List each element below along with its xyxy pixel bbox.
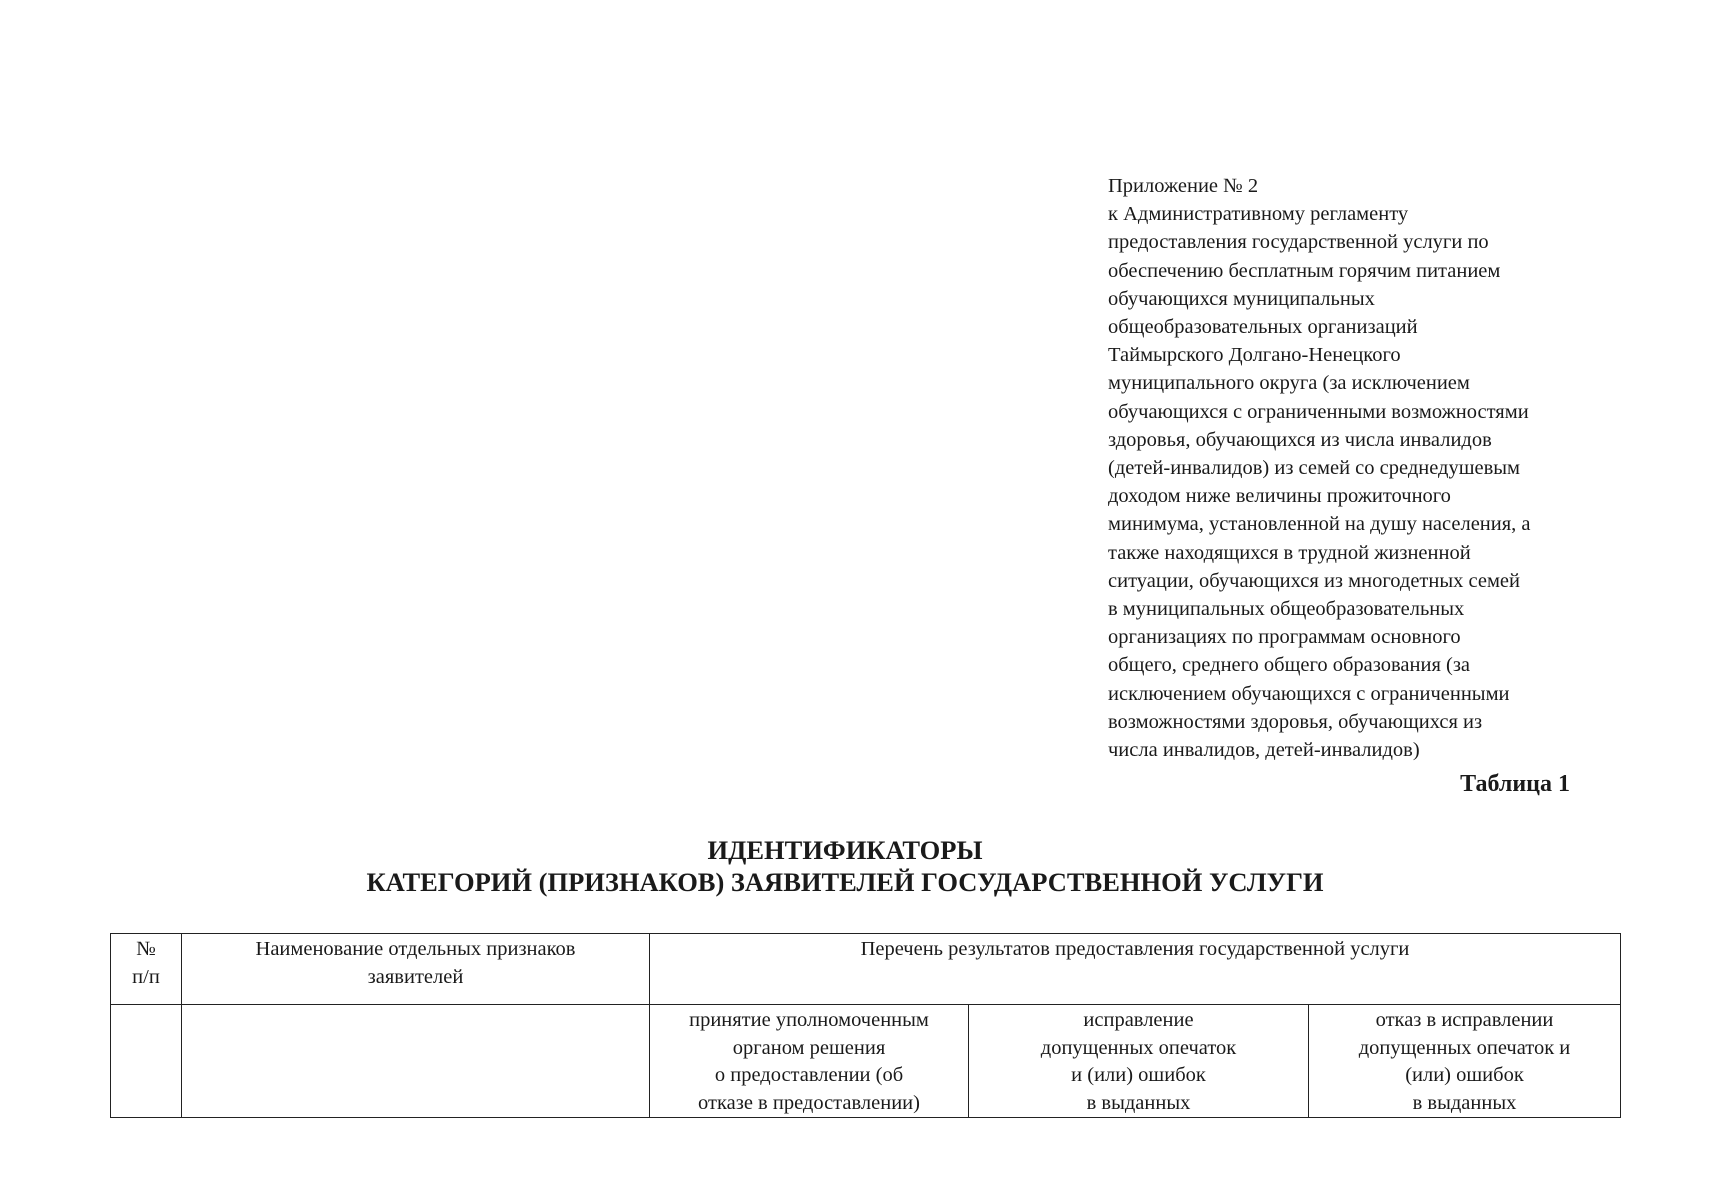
header-name-line: заявителей xyxy=(367,965,464,988)
subheader-cell xyxy=(650,1005,969,1118)
subheader-line: о предоставлении (об xyxy=(714,1064,904,1086)
subheader-line: в выданных xyxy=(1086,1091,1191,1114)
table-subheader-row xyxy=(111,1005,1621,1118)
header-number-line: № xyxy=(136,938,156,960)
appendix-line: муниципального округа (за исключением xyxy=(1108,372,1470,395)
title-line-2: КАТЕГОРИЙ (ПРИЗНАКОВ) ЗАЯВИТЕЛЕЙ ГОСУДАРСТВЕННОЙ УСЛУГИ xyxy=(366,867,1324,897)
subheader-line: (или) ошибок xyxy=(1405,1064,1524,1086)
appendix-line: общего, среднего общего образования (за xyxy=(1108,654,1471,677)
appendix-line: возможностями здоровья, обучающихся из xyxy=(1108,710,1483,733)
subheader-cell xyxy=(969,1005,1309,1118)
appendix-block xyxy=(1108,172,1628,764)
appendix-line: предоставления государственной услуги по xyxy=(1108,231,1489,254)
appendix-line: (детей-инвалидов) из семей со среднедушевым xyxy=(1108,457,1521,480)
appendix-line: обеспечению бесплатным горячим питанием xyxy=(1108,259,1501,282)
appendix-line: в муниципальных общеобразовательных xyxy=(1108,598,1465,621)
categories-table xyxy=(110,933,1621,1118)
empty-cell xyxy=(182,1005,650,1118)
subheader-line: органом решения xyxy=(732,1036,886,1059)
appendix-line: ситуации, обучающихся из многодетных семей xyxy=(1108,569,1520,592)
subheader-line: отказ в исправлении xyxy=(1375,1009,1554,1031)
appendix-line: Таймырского Долгано-Ненецкого xyxy=(1108,344,1401,367)
appendix-line: здоровья, обучающихся из числа инвалидов xyxy=(1108,428,1492,451)
empty-cell xyxy=(111,1005,182,1118)
title-line-1: ИДЕНТИФИКАТОРЫ xyxy=(707,835,983,865)
subheader-line: отказе в предоставлении) xyxy=(698,1091,920,1114)
subheader-line: допущенных опечаток и xyxy=(1358,1036,1571,1059)
header-name-cell xyxy=(182,934,650,1005)
table-number: Таблица 1 xyxy=(1460,771,1570,797)
subheader-line: и (или) ошибок xyxy=(1071,1064,1206,1086)
appendix-line: исключением обучающихся с ограниченными xyxy=(1108,682,1510,705)
appendix-line: к Административному регламенту xyxy=(1108,203,1409,226)
header-results-cell xyxy=(650,934,1621,1005)
header-number-cell xyxy=(111,934,182,1005)
appendix-line: также находящихся в трудной жизненной xyxy=(1108,541,1471,564)
subheader-cell xyxy=(1309,1005,1621,1118)
subheader-line: принятие уполномоченным xyxy=(689,1009,929,1031)
subheader-line: исправление xyxy=(1083,1009,1194,1031)
appendix-line: обучающихся муниципальных xyxy=(1108,287,1375,310)
header-number-line: п/п xyxy=(132,965,160,988)
subheader-line: в выданных xyxy=(1412,1091,1517,1114)
appendix-line: Приложение № 2 xyxy=(1108,175,1259,197)
appendix-line: доходом ниже величины прожиточного xyxy=(1108,485,1451,508)
header-name-line: Наименование отдельных признаков xyxy=(255,938,576,960)
appendix-line: общеобразовательных организаций xyxy=(1108,316,1418,339)
appendix-line: числа инвалидов, детей-инвалидов) xyxy=(1108,739,1420,762)
table-header-row xyxy=(111,934,1621,1005)
appendix-line: организациях по программам основного xyxy=(1108,626,1461,649)
appendix-line: минимума, установленной на душу населения, а xyxy=(1108,513,1531,536)
appendix-line: обучающихся с ограниченными возможностями xyxy=(1108,400,1529,423)
document-title xyxy=(200,834,1490,898)
subheader-line: допущенных опечаток xyxy=(1040,1036,1237,1059)
header-results-text: Перечень результатов предоставления государственной услуги xyxy=(860,938,1410,960)
